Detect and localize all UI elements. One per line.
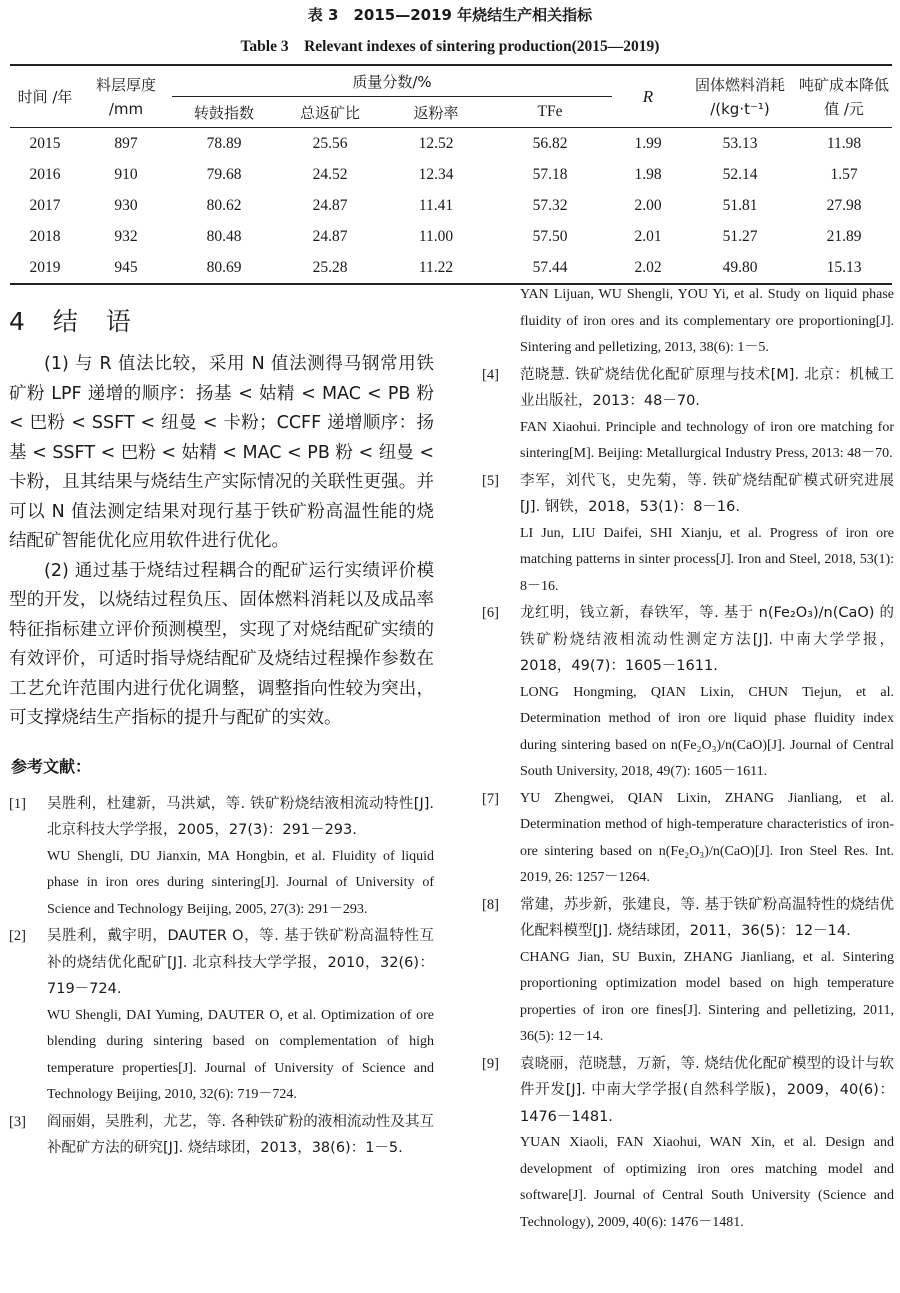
table-cell: 25.28 — [276, 252, 384, 284]
header-r: R — [612, 65, 684, 128]
table-cell: 49.80 — [684, 252, 796, 284]
table-cell: 2.01 — [634, 227, 662, 245]
reference-body — [520, 600, 894, 786]
reference-en-text: FAN Xiaohui. Principle and technology of iron ore matching for sintering[M]. Beijing: Metallurgical Industry Press, 2013: 48－70. — [520, 419, 894, 461]
reference-body — [47, 1109, 434, 1162]
table-cell: 80.62 — [206, 196, 242, 214]
reference-number: [3] — [9, 1113, 26, 1130]
sintering-indexes-table — [10, 64, 892, 285]
reference-cn-text: 龙红明，钱立新，春铁军，等. 基于 n(Fe₂O₃)/n(CaO) 的铁矿粉烧结液相流动性测定方法[J]. 中南大学学报，2018，49(7)：1605－1611. — [520, 605, 894, 674]
right-column — [482, 282, 894, 1236]
table-cell: 910 — [114, 165, 138, 183]
header-thickness: 料层厚度 /mm — [80, 65, 172, 128]
reference-cn-text: 袁晓丽，范晓慧，万新，等. 烧结优化配矿模型的设计与软件开发[J]. 中南大学学报(自然科学版)，2009，40(6)：1476－1481. — [520, 1055, 894, 1125]
reference-item — [9, 923, 434, 1109]
reference-item — [482, 1051, 894, 1237]
table-cell: 57.44 — [488, 252, 612, 284]
table-cell: 897 — [114, 134, 138, 152]
table-cell: 53.13 — [722, 134, 758, 152]
table-cell: 80.48 — [206, 227, 242, 245]
table-cell: 27.98 — [826, 196, 862, 214]
references-list-right — [482, 362, 894, 1237]
reference-body — [47, 791, 434, 924]
table-cell: 1.99 — [634, 134, 662, 152]
table-cell: 80.69 — [172, 252, 276, 284]
reference-number: [5] — [482, 472, 499, 489]
table-cell: 57.50 — [532, 227, 568, 245]
reference-item — [482, 362, 894, 468]
conclusion-paragraph-1: (1) 与 R 值法比较，采用 N 值法测得马钢常用铁矿粉 LPF 递增的顺序：扬基 < 姑精 < MAC < PB 粉 < 巴粉 < SSFT < 纽曼 < 卡粉；CCFF 递增顺序：扬基 < SSFT < 巴粉 < 姑精 < MAC < PB 粉 < 纽曼 < 卡粉，且其结果与烧结生产实际情况的关联性更强。并可以 N 值法测定结果对现行基于铁矿粉高温性能的烧结配矿智能优化应用软件进行优化。 — [9, 354, 434, 551]
reference-cn-text: 吴胜利，杜建新，马洪斌，等. 铁矿粉烧结液相流动特性[J]. 北京科技大学学报，2005，27(3)：291－293. — [47, 795, 434, 838]
table-cell: 11.22 — [384, 252, 488, 284]
table-cell: 2.00 — [634, 196, 662, 214]
table-cell: 57.18 — [532, 165, 568, 183]
table-cell: 2016 — [29, 165, 61, 183]
header-return-ratio: 总返矿比 — [276, 97, 384, 128]
header-fuel: 固体燃料消耗 /(kg·t⁻¹) — [684, 65, 796, 128]
reference-number: [1] — [9, 795, 26, 812]
reference-cn-text: 常建，苏步新，张建良，等. 基于铁矿粉高温特性的烧结优化配料模型[J]. 烧结球团，2011，36(5)：12－14. — [520, 896, 894, 939]
table-cell: 21.89 — [826, 227, 862, 245]
conclusion-paragraph-2: (2) 通过基于烧结过程耦合的配矿运行实绩评价模型的开发，以烧结过程负压、固体燃料消耗以及成品率特征指标建立评价预测模型，实现了对烧结配矿实绩的有效评价，可适时指导烧结配矿及烧结过程操作参数在工艺允许范围内进行优化调整，调整指向性较为突出，可支撑烧结生产指标的提升与配矿的实效。 — [9, 560, 434, 728]
reference-en-text: YU Zhengwei, QIAN Lixin, ZHANG Jianliang, et al. Determination method of high-temperature characteristics of iron-ore sintering based on n(Fe₂O₃)/n(CaO)[J]. Iron Steel Res. Int. 2019, 26: 1257－1264. — [520, 790, 894, 885]
table-cell: 11.98 — [826, 134, 862, 152]
reference-en-text: CHANG Jian, SU Buxin, ZHANG Jianliang, et al. Sintering proportioning optimization model based on high temperature properties of iron ore fines[J]. Sintering and pelletizing, 2011, 36(5): 12－14. — [520, 949, 894, 1044]
table-row — [10, 190, 892, 221]
table-cell: 932 — [114, 227, 138, 245]
left-column — [9, 294, 434, 1162]
table-row — [10, 221, 892, 252]
table-cell: 24.87 — [312, 227, 348, 245]
reference-item — [482, 892, 894, 1051]
reference-body — [520, 786, 894, 892]
reference-number: [9] — [482, 1055, 499, 1072]
header-drum: 转鼓指数 — [172, 97, 276, 128]
reference-cn-text: 范晓慧. 铁矿烧结优化配矿原理与技术[M]. 北京：机械工业出版社，2013：48－70. — [520, 366, 894, 409]
reference-en-text: LI Jun, LIU Daifei, SHI Xianju, et al. Progress of iron ore matching patterns in sinter process[J]. Iron and Steel, 2018, 53(1): 8－16. — [520, 525, 894, 594]
reference-number: [4] — [482, 366, 499, 383]
table-cell: 24.87 — [312, 196, 348, 214]
reference-item — [482, 600, 894, 786]
reference-en-text: YUAN Xiaoli, FAN Xiaohui, WAN Xin, et al. Design and development of optimizing iron ores matching model and software[J]. Journal of Central South University (Science and Technology), 2009, 40(6): 1476－1481. — [520, 1135, 894, 1230]
section-heading: 4 结 语 — [9, 307, 141, 336]
header-tfe: TFe — [488, 97, 612, 128]
table-cell: 56.82 — [532, 134, 568, 152]
table-cell: 2.02 — [612, 252, 684, 284]
table-cell: 52.14 — [722, 165, 758, 183]
table-cell: 12.34 — [418, 165, 454, 183]
table-cell: 1.98 — [634, 165, 662, 183]
table-cell: 2015 — [29, 134, 61, 152]
references-heading: 参考文献： — [11, 756, 92, 776]
table-caption-cn: 表 3 2015—2019 年烧结生产相关指标 — [307, 6, 593, 24]
table-cell: 51.81 — [722, 196, 758, 214]
table-cell: 2019 — [10, 252, 80, 284]
reference-body — [520, 362, 894, 468]
reference-item — [482, 468, 894, 601]
table-cell: 15.13 — [796, 252, 892, 284]
table-row — [10, 159, 892, 190]
reference-item — [482, 786, 894, 892]
reference-number: [7] — [482, 790, 499, 807]
references-list-left — [9, 791, 434, 1162]
reference-body — [520, 892, 894, 1051]
reference-item — [9, 791, 434, 924]
header-cost: 吨矿成本降低值 /元 — [796, 65, 892, 128]
table-cell: 51.27 — [722, 227, 758, 245]
table-cell: 12.52 — [418, 134, 454, 152]
table-cell: 57.32 — [532, 196, 568, 214]
table-row — [10, 252, 892, 284]
reference-number: [8] — [482, 896, 499, 913]
reference-en-text: WU Shengli, DAI Yuming, DAUTER O, et al. Optimization of ore blending during sintering based on complementation of high temperature properties[J]. Journal of University of Science and Technology Beijing, 2010, 32(6): 719－724. — [47, 1007, 434, 1102]
table-cell: 930 — [114, 196, 138, 214]
reference-en-text: YAN Lijuan, WU Shengli, YOU Yi, et al. Study on liquid phase fluidity of iron ores and its complementary ore proportioning[J]. Sintering and pelletizing, 2013, 38(6): 1－5. — [520, 287, 894, 355]
reference-cn-text: 吴胜利，戴宇明，DAUTER O，等. 基于铁矿粉高温特性互补的烧结优化配矿[J]. 北京科技大学学报，2010，32(6)：719－724. — [47, 928, 434, 997]
reference-en-text: WU Shengli, DU Jianxin, MA Hongbin, et al. Fluidity of liquid phase in iron ores during sintering[J]. Journal of University of Science and Technology Beijing, 2005, 27(3): 291－293. — [47, 848, 434, 917]
table-cell: 24.52 — [312, 165, 348, 183]
table-cell: 25.56 — [312, 134, 348, 152]
header-mass-fraction: 质量分数/% — [172, 65, 612, 97]
table-cell: 2018 — [29, 227, 61, 245]
table-cell: 11.41 — [418, 196, 454, 214]
reference-body — [520, 468, 894, 601]
table-caption-en: Table 3 Relevant indexes of sintering production(2015—2019) — [240, 38, 660, 55]
table-cell: 78.89 — [206, 134, 242, 152]
reference-item — [9, 1109, 434, 1162]
table-cell: 1.57 — [830, 165, 858, 183]
reference-body — [520, 1051, 894, 1237]
header-return-fines: 返粉率 — [384, 97, 488, 128]
reference-number: [2] — [9, 928, 26, 944]
table-row — [10, 128, 892, 160]
reference-body — [47, 923, 434, 1109]
reference-number: [6] — [482, 605, 499, 621]
table-cell: 11.00 — [418, 227, 454, 245]
table-cell: 2017 — [29, 196, 61, 214]
reference-en-text: LONG Hongming, QIAN Lixin, CHUN Tiejun, et al. Determination method of iron ore liquid phase fluidity index during sintering based on n(Fe₂O₃)/n(CaO)[J]. Journal of Central South University, 2018, 49(7): 1605－1611. — [520, 684, 894, 779]
table-cell: 945 — [80, 252, 172, 284]
reference-cn-text: 李军，刘代飞，史先菊，等. 铁矿烧结配矿模式研究进展[J]. 钢铁，2018，53(1)：8－16. — [520, 472, 894, 515]
header-year: 时间 /年 — [10, 65, 80, 128]
table-cell: 79.68 — [206, 165, 242, 183]
reference-cn-text: 阎丽娟，吴胜利，尤艺，等. 各种铁矿粉的液相流动性及其互补配矿方法的研究[J]. 烧结球团，2013，38(6)：1－5. — [47, 1113, 434, 1156]
reference-3-english — [482, 282, 894, 362]
